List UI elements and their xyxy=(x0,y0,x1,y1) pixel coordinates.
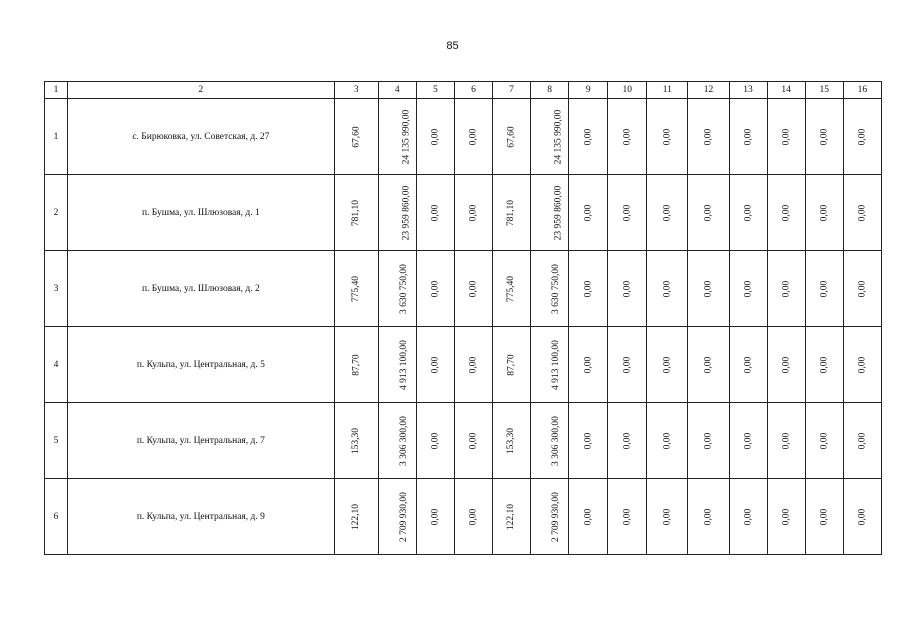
column-header: 14 xyxy=(767,82,805,99)
value-cell xyxy=(843,327,881,403)
column-header: 2 xyxy=(68,82,335,99)
cell-value: 122,10 xyxy=(351,503,362,530)
column-header: 3 xyxy=(334,82,378,99)
value-cell xyxy=(647,175,688,251)
cell-value: 4 913 100,00 xyxy=(551,339,562,390)
cell-value: 0,00 xyxy=(743,432,754,449)
value-cell xyxy=(334,403,378,479)
cell-value: 87,70 xyxy=(506,353,517,376)
cell-value: 0,00 xyxy=(622,204,633,221)
value-cell xyxy=(416,403,454,479)
cell-value: 0,00 xyxy=(583,280,594,297)
cell-value: 0,00 xyxy=(857,204,868,221)
value-cell xyxy=(767,99,805,175)
cell-value: 0,00 xyxy=(583,356,594,373)
value-cell xyxy=(493,99,531,175)
value-cell xyxy=(805,251,843,327)
value-cell xyxy=(805,479,843,555)
value-cell xyxy=(569,403,608,479)
value-cell xyxy=(843,403,881,479)
row-number: 4 xyxy=(45,327,68,403)
address-cell: п. Кульпа, ул. Центральная, д. 7 xyxy=(68,403,335,479)
column-header: 1 xyxy=(45,82,68,99)
page-number: 85 xyxy=(446,40,459,52)
column-header: 4 xyxy=(378,82,416,99)
value-cell xyxy=(729,479,767,555)
cell-value: 0,00 xyxy=(857,280,868,297)
column-header: 9 xyxy=(569,82,608,99)
value-cell xyxy=(416,479,454,555)
value-cell xyxy=(416,327,454,403)
value-cell xyxy=(334,99,378,175)
cell-value: 0,00 xyxy=(662,508,673,525)
cell-value: 0,00 xyxy=(583,128,594,145)
cell-value: 0,00 xyxy=(622,280,633,297)
column-header: 13 xyxy=(729,82,767,99)
value-cell xyxy=(647,251,688,327)
cell-value: 781,10 xyxy=(506,199,517,226)
cell-value: 3 630 750,00 xyxy=(398,263,409,314)
cell-value: 0,00 xyxy=(430,356,441,373)
value-cell xyxy=(688,251,729,327)
value-cell xyxy=(729,251,767,327)
cell-value: 775,40 xyxy=(506,275,517,302)
value-cell xyxy=(608,99,647,175)
column-header: 8 xyxy=(531,82,569,99)
cell-value: 0,00 xyxy=(781,508,792,525)
value-cell xyxy=(647,327,688,403)
value-cell xyxy=(493,251,531,327)
cell-value: 0,00 xyxy=(430,508,441,525)
cell-value: 0,00 xyxy=(781,204,792,221)
value-cell xyxy=(378,479,416,555)
value-cell xyxy=(608,175,647,251)
cell-value: 0,00 xyxy=(703,128,714,145)
cell-value: 0,00 xyxy=(662,280,673,297)
value-cell xyxy=(493,175,531,251)
value-cell xyxy=(805,175,843,251)
table-row xyxy=(45,99,882,175)
cell-value: 0,00 xyxy=(468,356,479,373)
value-cell xyxy=(493,479,531,555)
cell-value: 0,00 xyxy=(781,280,792,297)
cell-value: 0,00 xyxy=(468,128,479,145)
cell-value: 23 959 860,00 xyxy=(401,185,412,240)
cell-value: 0,00 xyxy=(583,508,594,525)
cell-value: 0,00 xyxy=(857,356,868,373)
value-cell xyxy=(647,99,688,175)
cell-value: 0,00 xyxy=(662,204,673,221)
cell-value: 3 630 750,00 xyxy=(551,263,562,314)
value-cell xyxy=(378,99,416,175)
cell-value: 0,00 xyxy=(781,128,792,145)
cell-value: 0,00 xyxy=(622,356,633,373)
value-cell xyxy=(688,479,729,555)
value-cell xyxy=(569,479,608,555)
table-row xyxy=(45,327,882,403)
cell-value: 0,00 xyxy=(622,128,633,145)
value-cell xyxy=(608,403,647,479)
cell-value: 23 959 860,00 xyxy=(553,185,564,240)
cell-value: 0,00 xyxy=(819,432,830,449)
cell-value: 0,00 xyxy=(430,128,441,145)
column-header: 10 xyxy=(608,82,647,99)
value-cell xyxy=(688,403,729,479)
value-cell xyxy=(378,251,416,327)
cell-value: 0,00 xyxy=(703,280,714,297)
value-cell xyxy=(805,403,843,479)
address-cell: п. Кульпа, ул. Центральная, д. 9 xyxy=(68,479,335,555)
value-cell xyxy=(608,479,647,555)
value-cell xyxy=(454,479,492,555)
column-header: 11 xyxy=(647,82,688,99)
value-cell xyxy=(805,99,843,175)
column-header: 7 xyxy=(493,82,531,99)
table-body xyxy=(45,99,882,555)
table-row xyxy=(45,175,882,251)
row-number: 2 xyxy=(45,175,68,251)
cell-value: 0,00 xyxy=(781,432,792,449)
value-cell xyxy=(454,175,492,251)
cell-value: 67,60 xyxy=(506,125,517,148)
cell-value: 24 135 990,00 xyxy=(553,109,564,164)
value-cell xyxy=(334,175,378,251)
cell-value: 2 709 930,00 xyxy=(398,491,409,542)
column-header: 16 xyxy=(843,82,881,99)
cell-value: 87,70 xyxy=(351,353,362,376)
column-header: 6 xyxy=(454,82,492,99)
row-number: 1 xyxy=(45,99,68,175)
value-cell xyxy=(729,99,767,175)
cell-value: 122,10 xyxy=(506,503,517,530)
value-cell xyxy=(531,99,569,175)
row-number: 5 xyxy=(45,403,68,479)
cell-value: 0,00 xyxy=(662,432,673,449)
value-cell xyxy=(334,479,378,555)
address-cell: п. Бушма, ул. Шлюзовая, д. 2 xyxy=(68,251,335,327)
cell-value: 3 306 300,00 xyxy=(551,415,562,466)
row-number: 6 xyxy=(45,479,68,555)
cell-value: 153,30 xyxy=(351,427,362,454)
table-row xyxy=(45,251,882,327)
cell-value: 0,00 xyxy=(819,128,830,145)
value-cell xyxy=(767,479,805,555)
value-cell xyxy=(378,175,416,251)
value-cell xyxy=(843,99,881,175)
cell-value: 67,60 xyxy=(351,125,362,148)
data-table xyxy=(44,81,882,555)
cell-value: 0,00 xyxy=(430,204,441,221)
cell-value: 0,00 xyxy=(703,356,714,373)
value-cell xyxy=(378,403,416,479)
cell-value: 0,00 xyxy=(662,128,673,145)
value-cell xyxy=(454,327,492,403)
cell-value: 0,00 xyxy=(430,432,441,449)
value-cell xyxy=(416,99,454,175)
cell-value: 0,00 xyxy=(468,508,479,525)
cell-value: 2 709 930,00 xyxy=(551,491,562,542)
value-cell xyxy=(531,403,569,479)
table-row xyxy=(45,403,882,479)
value-cell xyxy=(767,251,805,327)
cell-value: 0,00 xyxy=(819,280,830,297)
value-cell xyxy=(493,327,531,403)
value-cell xyxy=(729,327,767,403)
value-cell xyxy=(493,403,531,479)
cell-value: 0,00 xyxy=(743,508,754,525)
value-cell xyxy=(688,327,729,403)
value-cell xyxy=(569,251,608,327)
cell-value: 0,00 xyxy=(468,204,479,221)
column-header: 12 xyxy=(688,82,729,99)
value-cell xyxy=(454,403,492,479)
address-cell: п. Кульпа, ул. Центральная, д. 5 xyxy=(68,327,335,403)
cell-value: 0,00 xyxy=(703,508,714,525)
value-cell xyxy=(843,479,881,555)
value-cell xyxy=(454,251,492,327)
cell-value: 0,00 xyxy=(781,356,792,373)
cell-value: 0,00 xyxy=(662,356,673,373)
cell-value: 0,00 xyxy=(743,356,754,373)
value-cell xyxy=(334,251,378,327)
value-cell xyxy=(647,479,688,555)
value-cell xyxy=(531,479,569,555)
value-cell xyxy=(843,175,881,251)
cell-value: 0,00 xyxy=(819,204,830,221)
cell-value: 0,00 xyxy=(819,356,830,373)
value-cell xyxy=(531,327,569,403)
value-cell xyxy=(688,99,729,175)
value-cell xyxy=(767,403,805,479)
cell-value: 3 306 300,00 xyxy=(398,415,409,466)
value-cell xyxy=(531,175,569,251)
cell-value: 0,00 xyxy=(583,432,594,449)
cell-value: 0,00 xyxy=(583,204,594,221)
cell-value: 0,00 xyxy=(743,280,754,297)
cell-value: 0,00 xyxy=(622,432,633,449)
value-cell xyxy=(729,403,767,479)
value-cell xyxy=(647,403,688,479)
value-cell xyxy=(608,327,647,403)
value-cell xyxy=(416,175,454,251)
value-cell xyxy=(569,175,608,251)
value-cell xyxy=(805,327,843,403)
cell-value: 0,00 xyxy=(743,128,754,145)
cell-value: 0,00 xyxy=(703,204,714,221)
cell-value: 0,00 xyxy=(819,508,830,525)
address-cell: с. Бирюковка, ул. Советская, д. 27 xyxy=(68,99,335,175)
cell-value: 775,40 xyxy=(351,275,362,302)
value-cell xyxy=(767,327,805,403)
value-cell xyxy=(569,99,608,175)
cell-value: 0,00 xyxy=(468,432,479,449)
value-cell xyxy=(531,251,569,327)
value-cell xyxy=(334,327,378,403)
cell-value: 0,00 xyxy=(430,280,441,297)
value-cell xyxy=(767,175,805,251)
header-row xyxy=(45,82,882,99)
cell-value: 0,00 xyxy=(857,432,868,449)
value-cell xyxy=(688,175,729,251)
cell-value: 781,10 xyxy=(351,199,362,226)
value-cell xyxy=(378,327,416,403)
cell-value: 0,00 xyxy=(857,508,868,525)
address-cell: п. Бушма, ул. Шлюзовая, д. 1 xyxy=(68,175,335,251)
column-header: 5 xyxy=(416,82,454,99)
value-cell xyxy=(416,251,454,327)
cell-value: 0,00 xyxy=(703,432,714,449)
value-cell xyxy=(843,251,881,327)
cell-value: 4 913 100,00 xyxy=(398,339,409,390)
cell-value: 24 135 990,00 xyxy=(401,109,412,164)
cell-value: 0,00 xyxy=(468,280,479,297)
cell-value: 0,00 xyxy=(857,128,868,145)
value-cell xyxy=(608,251,647,327)
value-cell xyxy=(569,327,608,403)
value-cell xyxy=(729,175,767,251)
cell-value: 0,00 xyxy=(622,508,633,525)
column-header: 15 xyxy=(805,82,843,99)
value-cell xyxy=(454,99,492,175)
cell-value: 153,30 xyxy=(506,427,517,454)
table-row xyxy=(45,479,882,555)
cell-value: 0,00 xyxy=(743,204,754,221)
row-number: 3 xyxy=(45,251,68,327)
